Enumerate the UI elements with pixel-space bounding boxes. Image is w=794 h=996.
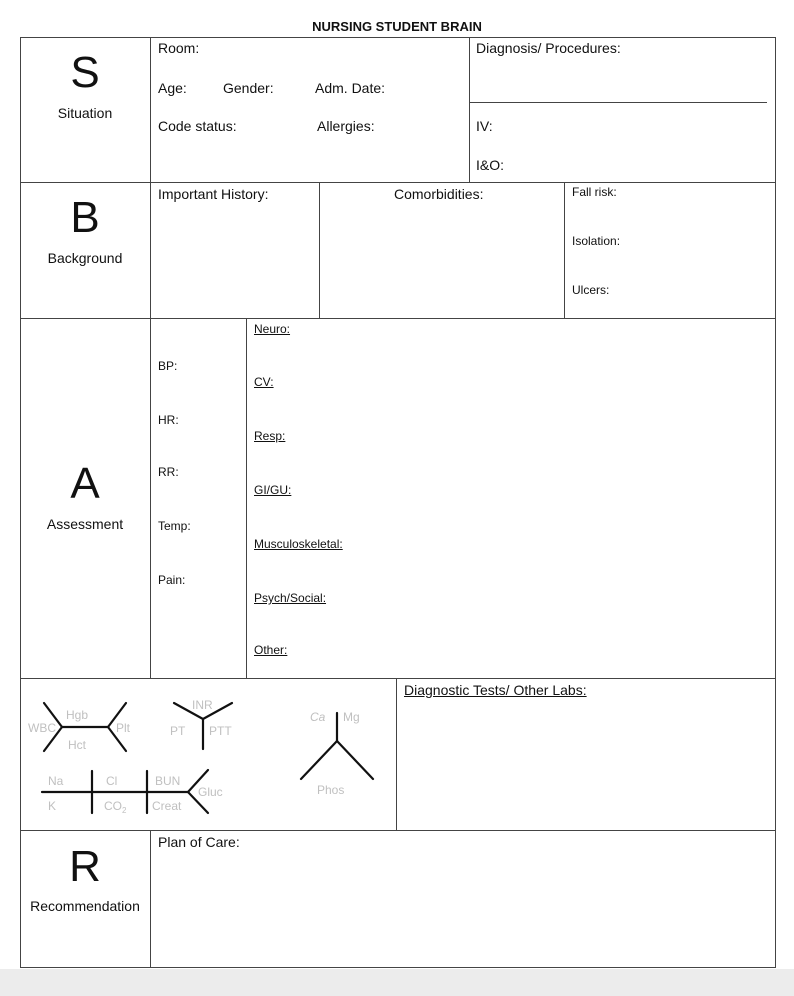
system-cv: CV: [254,375,274,389]
lab-inr: INR [192,698,213,712]
system-other: Other: [254,643,288,657]
page-title: NURSING STUDENT BRAIN [312,19,482,34]
lab-ca: Ca [310,710,326,724]
isolation-label: Isolation: [572,234,621,248]
b-comorbid-divider [564,182,565,318]
lab-hct: Hct [68,738,86,752]
plan-of-care-label: Plan of Care: [158,834,240,850]
s-diagnosis-divider [469,37,470,182]
lab-gluc: Gluc [198,785,223,799]
lab-fishbones [20,679,396,830]
lab-k: K [48,799,57,813]
adm-date-label: Adm. Date: [315,80,386,96]
divider-b-a [20,318,776,319]
fall-risk-label: Fall risk: [572,185,617,199]
comorbidities-label: Comorbidities: [394,186,484,202]
system-neuro: Neuro: [254,322,291,336]
lab-co2-sub: 2 [122,806,127,815]
code-status-label: Code status: [158,118,237,134]
background-label: Background [47,250,123,266]
ulcers-label: Ulcers: [572,283,610,297]
recommendation-label: Recommendation [30,898,140,914]
divider-s-b [20,182,776,183]
system-musculoskeletal: Musculoskeletal: [254,537,343,551]
vital-pain: Pain: [158,573,186,587]
system-gi-gu: GI/GU: [254,483,292,497]
divider-labs-r [20,830,776,831]
lab-bun: BUN [155,774,181,788]
letter-column-divider-r [150,830,151,968]
io-label: I&O: [476,157,505,173]
lab-pt: PT [170,724,186,738]
lab-mg: Mg [343,710,360,724]
page-footer-band [0,969,794,996]
diagnostic-tests-label: Diagnostic Tests/ Other Labs: [404,682,587,698]
lab-na: Na [48,774,64,788]
lab-plt: Plt [116,721,131,735]
situation-label: Situation [57,105,113,121]
recommendation-letter: R [69,842,101,891]
lab-wbc: WBC [28,721,56,735]
situation-letter: S [70,48,100,97]
lab-phos: Phos [317,783,345,797]
diagnosis-underline [470,102,767,103]
vital-temp: Temp: [158,519,191,533]
vital-hr: HR: [158,413,179,427]
a-vitals-divider [246,318,247,678]
lab-creat: Creat [152,799,182,813]
labs-divider [396,678,397,830]
iv-label: IV: [476,118,493,134]
lab-hgb: Hgb [66,708,89,722]
lab-ptt: PTT [209,724,232,738]
age-label: Age: [158,80,187,96]
letter-column-divider [150,37,151,678]
lab-co2 [104,799,127,815]
gender-label: Gender: [223,80,274,96]
assessment-label: Assessment [46,516,124,532]
background-letter: B [70,193,100,242]
system-psych-social: Psych/Social: [254,591,327,605]
room-label: Room: [158,40,200,56]
system-resp: Resp: [254,429,286,443]
history-label: Important History: [158,186,269,202]
vital-rr: RR: [158,465,179,479]
b-history-divider [319,182,320,318]
lab-cl: Cl [106,774,118,788]
diagnosis-label: Diagnosis/ Procedures: [476,40,621,56]
allergies-label: Allergies: [317,118,375,134]
lab-co2-main: CO [104,799,122,813]
vital-bp: BP: [158,359,178,373]
assessment-letter: A [70,459,100,508]
